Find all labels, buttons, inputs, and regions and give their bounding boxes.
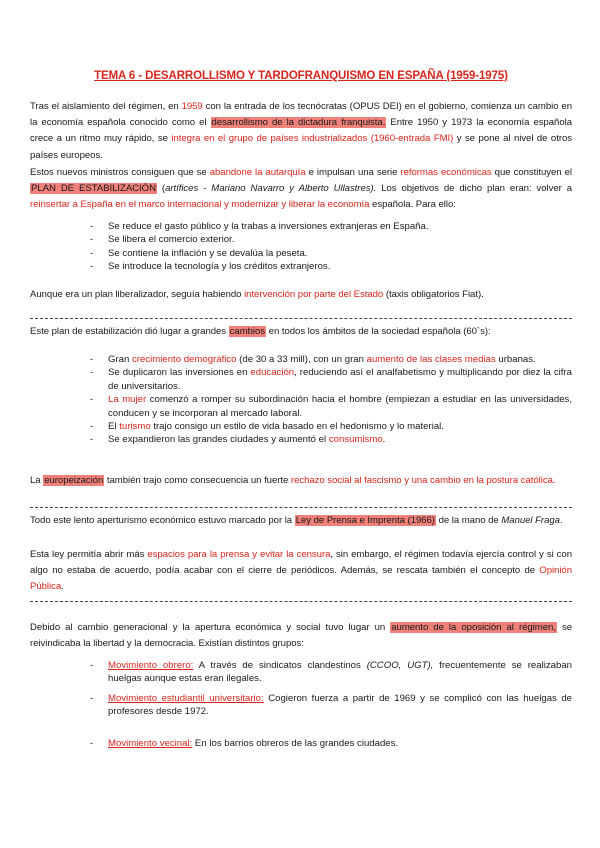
highlight-ley-prensa: Ley de Prensa e Imprenta (1966) [295,515,435,526]
separator [30,318,572,319]
highlight: La mujer [108,394,147,406]
list-item: - Se introduce la tecnología y los créditos extranjeros. [90,260,572,273]
highlight-rechazo: rechazo social al fascismo y una cambio en la postura católica. [290,475,556,486]
list-item [90,353,572,366]
paragraph-ley-detalle [30,547,572,595]
text: Este plan de estabilización dió lugar a grandes [30,326,229,337]
separator [30,601,572,602]
highlight-intervencion: intervención por parte del Estado [244,289,384,300]
text: Debido al cambio generacional y la apertura económica y social tuvo lugar un [30,622,391,633]
list-item [90,420,572,433]
text: Gran [108,354,132,365]
highlight-objetivos: reinsertar a España en el marco internacional y modernizar y liberar la economía [30,199,370,211]
text: Aunque era un plan liberalizador, seguía habiendo [30,289,245,300]
paragraph-intro [30,99,572,164]
highlight-espacios: espacios para la prensa y evitar la censura [147,549,331,560]
list-item: - Se contiene la inflación y se devalúa la peseta. [90,247,572,260]
text: (taxis obligatorios Fiat). [383,289,484,300]
highlight: educación [250,367,295,379]
text: de la mano de [435,515,502,526]
text: también trajo como consecuencia un fuerte [104,475,291,486]
list-item: - Se libera el comercio exterior. [90,233,572,246]
text: Todo este lento aperturismo económico estuvo marcado por la [30,515,295,526]
list-item [90,433,572,446]
highlight-reformas: reformas económicas [400,167,492,178]
text: Cogieron fuerza a partir de 1969 y se complicó con las huelgas de profesores desde 1972. [108,692,573,718]
list-grupos [90,659,572,750]
text: Estos nuevos ministros consiguen que se [30,167,210,178]
text: que constituyen el [491,167,572,178]
text: urbanas. [495,354,536,365]
document-title: TEMA 6 - DESARROLLISMO Y TARDOFRANQUISMO EN ESPAÑA (1959-1975) [94,70,508,82]
text: La [30,475,44,486]
highlight-oposicion: aumento de la oposición al régimen, [391,622,556,633]
list-item [90,366,572,393]
text: y se pone al nivel de otros países europeos. [30,133,573,161]
paragraph-plan [30,165,572,214]
paragraph-europeizacion [30,474,572,489]
text: trajo consigo un estilo de vida basado en el hedonismo y lo material. [150,421,444,433]
text: Los objetivos de dicho plan eran: volver a [376,183,573,195]
person-name: Manuel Fraga [501,515,560,526]
paragraph-cambios [30,324,572,340]
separator [30,507,572,508]
highlight-europeizacion: europeización [44,475,104,486]
paragraph-oposicion [30,620,572,652]
text: española. Para ello: [369,199,456,211]
list-item: - Se reduce el gasto público y la trabas a inversiones extranjeras en España. [90,220,572,233]
highlight: crecimiento demográfico [132,354,237,365]
text: En los barrios obreros de las grandes ciudades. [192,737,399,749]
text: (de 30 a 33 mill), con un gran [236,354,367,365]
highlight-integracion: integra en el grupo de países industrializados (1960-entrada FMI) [171,133,454,145]
text: se reivindicaba la libertad y la democracia. Existían distintos grupos: [30,622,572,650]
text: . [61,581,64,592]
highlight-desarrollismo: desarrollismo de la dictadura franquista. [211,117,386,129]
highlight-cambios: cambios [229,326,266,337]
text: Se duplicaron las inversiones en [108,367,251,379]
highlight-plan-estabilizacion: PLAN DE ESTABILIZACIÓN [31,183,156,195]
highlight-opinion: Opinión Pública [30,565,572,592]
list-item [90,393,572,420]
text: El [108,421,120,433]
text: ( [156,183,166,195]
text: frecuentemente se realizaban huelgas aunque estas eran ilegales. [108,660,572,685]
text: en todos los ámbitos de la sociedad española (60`s): [266,326,491,337]
highlight-autarquia: abandone la autarquía [209,167,306,178]
highlight: consumismo [328,434,383,446]
text: Entre 1950 y 1973 la economía española crece a un ritmo muy rápido, se [30,117,572,145]
text: . [382,434,386,446]
text: e impulsan una serie [305,167,401,178]
artifices-text: artífices - Mariano Navarro y Alberto Ullastres). [165,183,377,195]
paragraph-ley-prensa [30,513,572,529]
highlight: turismo [119,421,151,433]
list-item [90,659,572,686]
text: Tras el aislamiento del régimen, en [30,101,182,112]
group-name: Movimiento vecinal: [108,737,193,749]
text: Se expandieron las grandes ciudades y aumentó el [108,434,329,446]
list-medidas [90,220,572,274]
text: A través de sindicatos clandestinos [193,660,367,671]
highlight-year: 1959 [181,101,203,112]
text: comenzó a romper su subordinación hacia el hombre (empiezan a estudiar en las universidades, conducen y se incorporan al mercado laboral. [108,394,572,419]
group-name: Movimiento estudiantil universitario: [108,692,264,704]
list-item [90,737,572,750]
list-cambios [90,353,572,447]
paragraph-intervencion [30,288,500,302]
group-name: Movimiento obrero: [108,660,194,671]
text: (CCOO, UGT), [366,660,434,671]
text: , sin embargo, el régimen todavía ejercía control y si con algo no estaba de acuerdo, podía acabar con el cierre de periódicos. Además, se rescata también el concepto de [30,549,572,576]
list-item [90,692,572,719]
text: con la entrada de los tecnócratas (OPUS DEI) en el gobierno, comienza un cambio en la economía española conocido como el [30,101,572,129]
text: . [559,515,563,526]
highlight: aumento de las clases medias [366,354,496,365]
text: Esta ley permitía abrir más [30,549,148,560]
text: , reduciendo así el analfabetismo y multiplicando por diez la cifra de universitarios. [108,367,572,392]
